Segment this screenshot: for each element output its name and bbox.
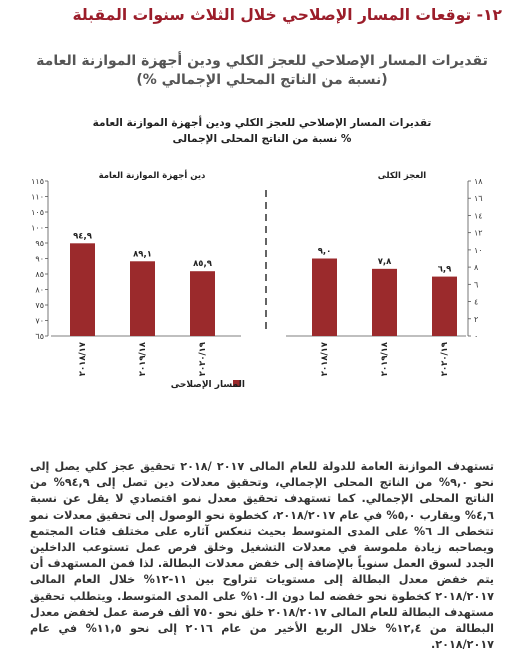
- panel-2-y-tick-label: ١٠: [474, 245, 483, 255]
- panel-1-y-tick-label: ٦٥: [35, 332, 44, 341]
- panel-2-bar-2: [372, 269, 397, 336]
- panel-1-category-label-1: ٢٠١٨/١٧: [78, 342, 88, 377]
- panel-1-name: دين أجهزة الموازنة العامة: [98, 171, 206, 181]
- section-subtitle: [20, 52, 504, 90]
- panel-2-y-tick-label: ١٦: [474, 194, 483, 204]
- panel-1-data-label-1: ٩٤,٩: [73, 231, 92, 242]
- panel-1-y-tick-label: ٨٠: [35, 285, 44, 295]
- panel-2-bar-1: [312, 259, 337, 337]
- panel-1-bar-1: [70, 243, 95, 336]
- panel-2-bar-3: [432, 277, 457, 336]
- panel-2-y-tick-label: ٠: [474, 332, 479, 341]
- panel-1-data-label-3: ٨٥,٩: [193, 259, 212, 270]
- chart-title-line-2: % نسبة من الناتج المحلى الإجمالى: [172, 133, 352, 145]
- panel-2-y-tick-label: ٦: [474, 280, 479, 290]
- legend-label: المسار الإصلاحى: [170, 380, 245, 390]
- chart-title-line-1: تقديرات المسار الإصلاحي للعجز الكلي ودين أجهزة الموازنة العامة: [92, 117, 432, 129]
- panel-2-y-tick-label: ١٢: [474, 228, 483, 238]
- panel-2-y-tick-label: ١٤: [474, 211, 483, 221]
- chart-svg: [0, 112, 524, 432]
- panel-2-y-tick-label: ٢: [474, 314, 479, 324]
- panel-1-data-label-2: ٨٩,١: [133, 249, 152, 260]
- panel-1-y-tick-label: ١١٥: [31, 177, 44, 186]
- chart-plot-area: [31, 169, 483, 376]
- panel-1-bar-3: [190, 271, 215, 336]
- panel-2-y-tick-label: ٤: [474, 297, 479, 307]
- panel-2-data-label-3: ٦,٩: [437, 264, 452, 275]
- panel-1-y-tick-label: ١١٠: [31, 192, 44, 202]
- panel-2-y-tick-label: ٨: [474, 263, 479, 273]
- panel-1-y-tick-label: ١٠٥: [31, 208, 44, 217]
- panel-2-category-label-2: ٢٠١٩/١٨: [380, 342, 390, 377]
- body-paragraph: تستهدف الموازنة العامة للدولة للعام المالى ٢٠١٧ /٢٠١٨ تحقيق عجز كلي يصل إلى نحو ٩,٠% من الناتج المحلى الإجمالي، وتحقيق معدلات دين تصل إلى ٩٤,٩% من الناتج المحلى الإجمالي. كما تستهدف تحقيق معدل نمو اقتصادي لا يقل عن نسبة ٤,٦% ويقارب ٥,٠% في عام ٢٠١٨/٢٠١٧، كخطوة نحو الوصول إلى تحقيق معدلات نمو تتخطى الـ ٦% على المدى المتوسط بحيث تنعكس آثاره على مختلف فئات المجتمع ويصاحبه زيادة ملموسة في معدلات التشغيل وخلق فرص عمل تستوعب الداخلين الجدد لسوق العمل سنوياً بالإضافة إلى خفض معدلات البطالة. لذا فمن المستهدف أن يتم خفض معدل البطالة إلى مستويات تتراوح بين ١١-١٢% خلال العام المالى ٢٠١٨/٢٠١٧ كخطوة نحو خفضه لما دون الـ١٠% على المدى المتوسط. ويتطلب تحقيق مستهدف البطالة للعام المالى ٢٠١٨/٢٠١٧ خلق نحو ٧٥٠ ألف فرصة عمل لخفض معدل البطالة من ١٢,٤% خلال الربع الأخير من عام ٢٠١٦ إلى نحو ١١,٥% في عام ٢٠١٨/٢٠١٧.: [30, 460, 495, 652]
- panel-2-name: العجز الكلى: [377, 171, 427, 181]
- panel-1-y-tick-label: ١٠٠: [31, 223, 44, 233]
- panel-1-y-tick-label: ٧٠: [35, 316, 44, 326]
- panel-1-category-label-3: ٢٠٢٠/١٩: [198, 342, 208, 377]
- panel-2-category-label-3: ٢٠٢٠/١٩: [440, 342, 450, 377]
- panel-1-y-tick-label: ٨٥: [35, 270, 44, 279]
- panel-1-bar-2: [130, 261, 155, 336]
- panel-1-y-tick-label: ٧٥: [35, 301, 44, 310]
- panel-2-y-tick-label: ١٨: [474, 177, 483, 186]
- section-heading: ١٢- توقعات المسار الإصلاحي خلال الثلاث سنوات المقبلة: [72, 6, 502, 24]
- panel-1-y-tick-label: ٩٠: [35, 254, 44, 264]
- panel-2-data-label-1: ٩,٠: [317, 246, 332, 257]
- subtitle-line-2: (نسبة من الناتج المحلي الإجمالي %): [136, 72, 388, 88]
- subtitle-line-1: تقديرات المسار الإصلاحي للعجز الكلي ودين أجهزة الموازنة العامة: [36, 53, 488, 69]
- panel-1-category-label-2: ٢٠١٩/١٨: [138, 342, 148, 377]
- panel-2-category-label-1: ٢٠١٨/١٧: [320, 342, 330, 377]
- bar-chart: [0, 112, 524, 432]
- panel-1-y-tick-label: ٩٥: [35, 239, 44, 248]
- panel-2-data-label-2: ٧,٨: [377, 256, 392, 267]
